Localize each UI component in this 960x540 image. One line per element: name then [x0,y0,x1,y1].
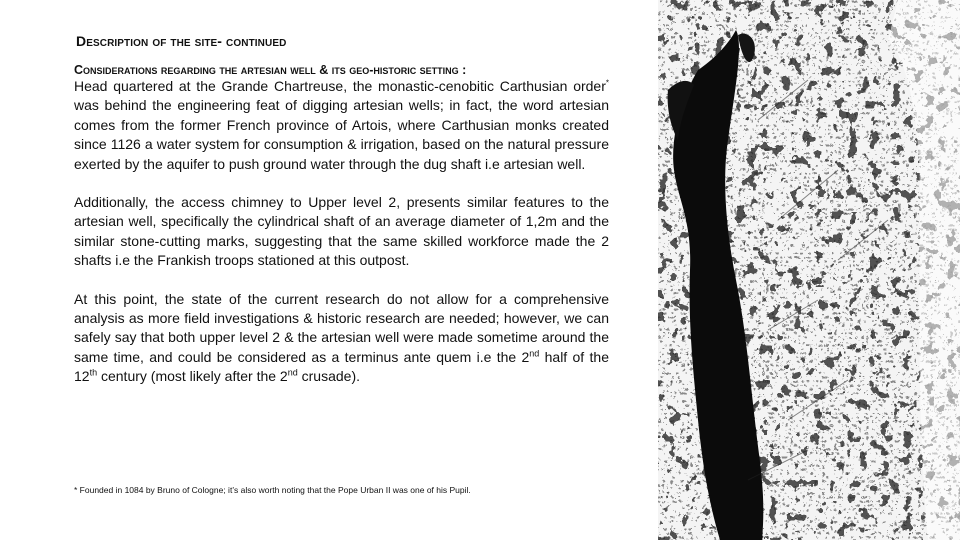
slide-title: Description of the site- continued [76,33,287,49]
paragraph3-part4: crusade). [297,368,360,385]
paragraph3-part3: century (most likely after the 2 [97,368,288,385]
ordinal-suffix: nd [529,348,540,359]
ordinal-suffix: nd [287,367,298,378]
section-subtitle: Considerations regarding the artesian well & its geo-historic setting : [74,63,467,77]
photo-graphic [658,0,960,540]
paragraph1-text-a: Head quartered at the Grande Chartreuse, the monastic-cenobitic Carthusian order [74,78,606,94]
ordinal-suffix: th [89,367,98,378]
paragraph-research-state [74,290,609,387]
footnote-marker: * [605,78,609,88]
paragraph3-part1: At this point, the state of the current research do not allow for a comprehensive analysis as more field investigations & historic research are needed; however, we can safely say that both upper level 2 & the artesian well were made sometime around the same time, and could be considered as a terminus ante quem i.e the 2 [74,290,609,365]
footnote: * Founded in 1084 by Bruno of Cologne; it’s also worth noting that the Pope Urban II was one of his Pupil. [74,485,471,495]
stone-shaft-photo [658,0,960,540]
paragraph1-text-b: was behind the engineering feat of digging artesian wells; in fact, the word artesian comes from the former French province of Artois, where Carthusian monks created since 1126 a water system for consumption & irrigation, based on the natural pressure exerted by the aquifer to push ground water through the dug shaft i.e artesian well. [74,97,609,172]
text-column [74,30,609,406]
paragraph3-part2: half of the 12 [74,348,609,385]
paragraph-access-chimney: Additionally, the access chimney to Upper level 2, presents similar features to the artesian well, specifically the cylindrical shaft of an average diameter of 1,2m and the similar stone-cutting marks, suggesting that the same skilled workforce made the 2 shafts i.e the Frankish troops stationed at this outpost. [74,194,609,269]
paragraph-carthusian-order [74,77,609,174]
